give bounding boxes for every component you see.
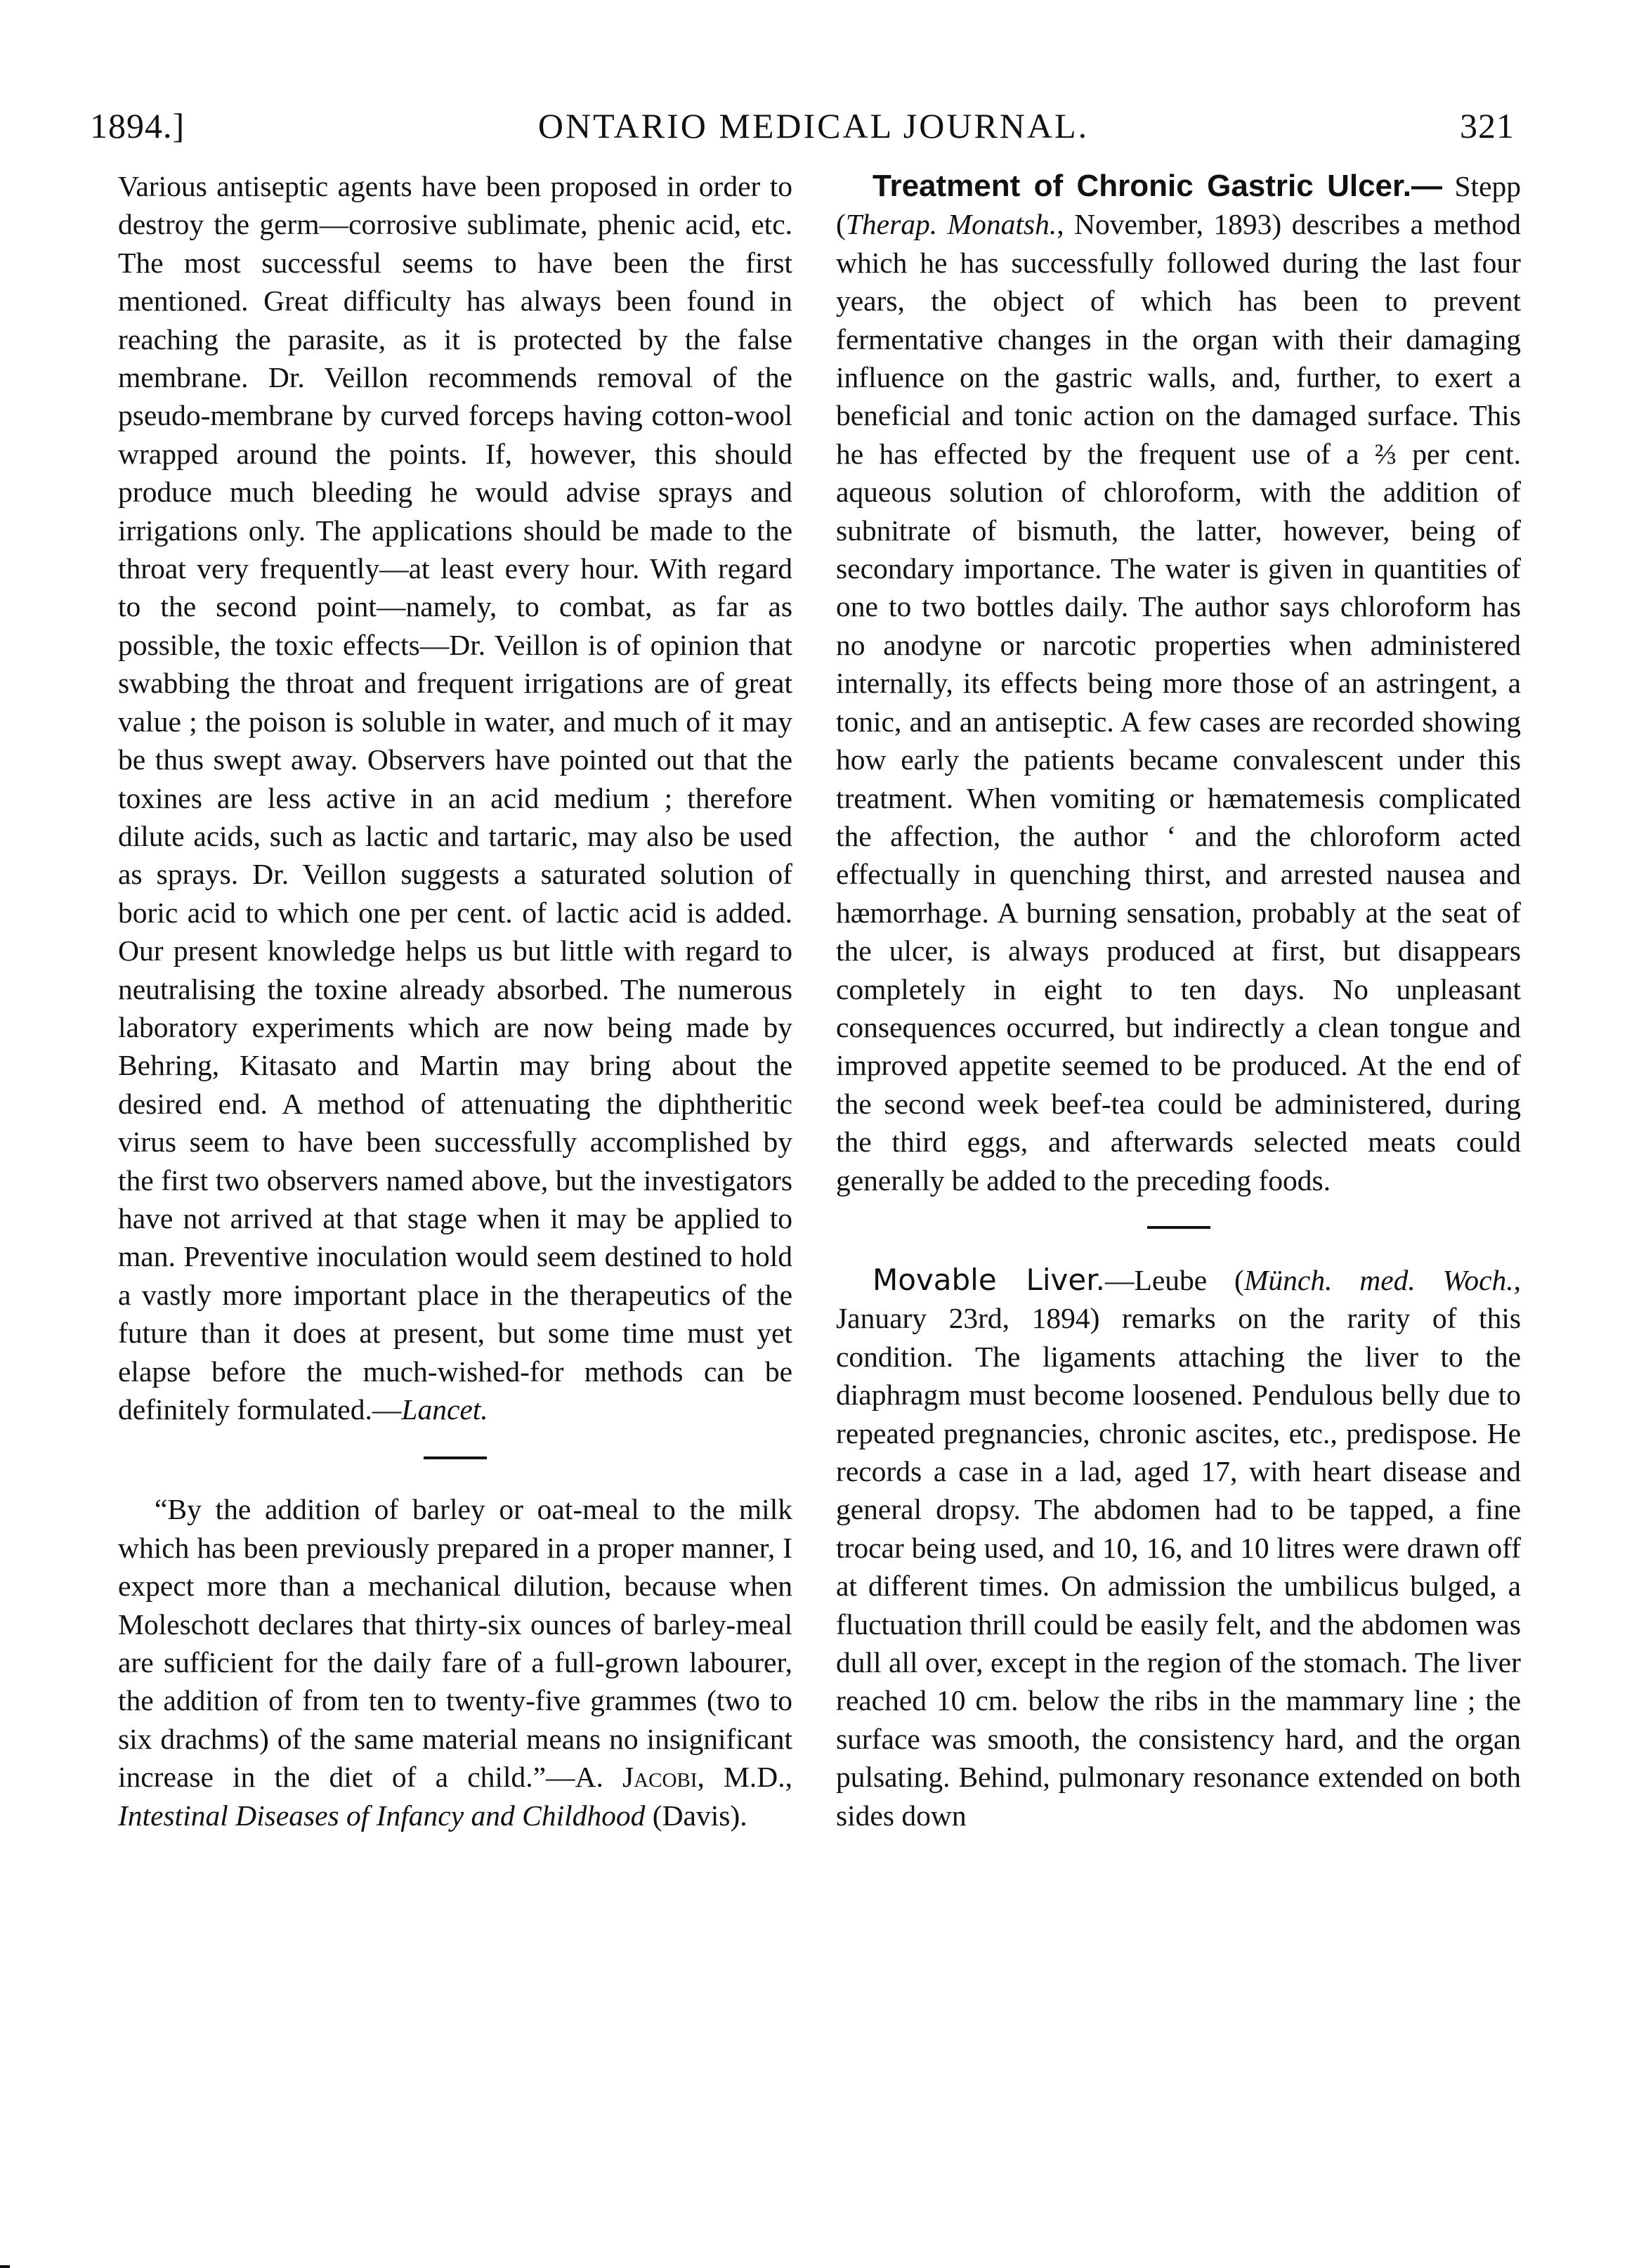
book-title: Intestinal Diseases of Infancy and Childhood bbox=[118, 1799, 646, 1832]
article-heading: Treatment of Chronic Gastric Ulcer.— bbox=[873, 169, 1442, 203]
paragraph-text: Various antiseptic agents have been proposed in order to destroy the germ—corrosive sublimate, phenic acid, etc. The most successful seems to have been the first mentioned. Great difficulty has always been found in reaching the parasite, as it is protected by the false membrane. Dr. Veillon recommends removal of the pseudo-membrane by curved forceps having cotton-wool wrapped around the points. If, however, this should produce much bleeding he would advise sprays and irrigations only. The applications should be made to the throat very frequently—at least every hour. With regard to the second point—namely, to combat, as far as possible, the toxic effects—Dr. Veillon is of opinion that swabbing the throat and frequent irrigations are of great value ; the poison is soluble in water, and much of it may be thus swept away. Observers have pointed out that the toxines are less active in an acid medium ; therefore dilute acids, such as lactic and tartaric, may also be used as sprays. Dr. Veillon suggests a saturated solution of boric acid to which one per cent. of lactic acid is added. Our present knowledge helps us but little with regard to neutralising the toxine already absorbed. The numerous laboratory experiments which are now being made by Behring, Kitasato and Martin may bring about the desired end. A method of attenuating the diphtheritic virus seem to have been successfully accomplished by the first two observers named above, but the investigators have not arrived at that stage when it may be applied to man. Preventive inoculation would seem destined to hold a vastly more important place in the therapeutics of the future than it does at present, but some time must yet elapse before the much-wished-for methods can be definitely formulated.— bbox=[118, 170, 792, 1426]
source-citation: Lancet. bbox=[401, 1393, 488, 1426]
author-suffix: , M.D., bbox=[697, 1761, 792, 1794]
running-head-year: 1894.] bbox=[90, 106, 185, 145]
article-date: , January 23rd, 1894) bbox=[836, 1263, 1522, 1335]
publisher: (Davis). bbox=[645, 1799, 747, 1832]
jacobi-quote-paragraph bbox=[118, 1490, 792, 1834]
article-author: Stepp ( bbox=[836, 170, 1521, 241]
page-number: 321 bbox=[1460, 106, 1515, 145]
left-column bbox=[118, 167, 792, 1834]
scan-edge-mark bbox=[0, 2265, 10, 2268]
article-body: remarks on the rarity of this condition. The ligaments attaching the liver to the diaphragm must become loosened. Pendulous belly due to repeated pregnancies, chronic ascites, etc., predispose. He records a case in a lad, aged 17, with heart disease and general dropsy. The abdomen had to be tapped, a fine trocar being used, and 10, 16, and 10 litres were drawn off at different times. On admission the umbilicus bulged, a fluctuation thrill could be easily felt, and the abdomen was dull all over, except in the region of the stomach. The liver reached 10 cm. below the ribs in the mammary line ; the surface was smooth, the consistency hard, and the organ pulsating. Behind, pulmonary resonance extended on both sides down bbox=[836, 1302, 1522, 1832]
article-heading: Movable Liver. bbox=[873, 1262, 1106, 1297]
right-column bbox=[836, 167, 1521, 1834]
article-author: —Leube ( bbox=[1105, 1263, 1244, 1296]
running-head bbox=[0, 105, 1627, 162]
article-date: , November, 1893) bbox=[1057, 208, 1282, 241]
article-movable-liver bbox=[836, 1261, 1521, 1834]
section-divider bbox=[1147, 1226, 1210, 1229]
article-journal: Münch. med. Woch. bbox=[1243, 1263, 1514, 1296]
article-journal: Therap. Monatsh. bbox=[845, 208, 1057, 241]
quote-text: “By the addition of barley or oat-meal to the milk which has been previously prepared in a proper manner, I expect more than a mechanical dilution, because when Moleschott declares that thirty-six ounces of barley-meal are sufficient for the daily fare of a full-grown labourer, the addition of from ten to twenty-five grammes (two to six drachms) of the same material means no insignificant increase in the diet of a child.”—A. bbox=[118, 1493, 792, 1794]
quote-author: Jacobi bbox=[622, 1761, 698, 1794]
diphtheria-treatment-paragraph bbox=[118, 167, 792, 1428]
running-head-journal-title: ONTARIO MEDICAL JOURNAL. bbox=[537, 106, 1090, 145]
article-body: describes a method which he has successfully followed during the last four years, the object of which has been to prevent fermentative changes in the organ with their damaging influence on the gastric walls, and, further, to exert a beneficial and tonic action on the damaged surface. This he has effected by the frequent use of a ⅔ per cent. aqueous solution of chloroform, with the addition of subnitrate of bismuth, the latter, however, being of secondary importance. The water is given in quantities of one to two bottles daily. The author says chloroform has no anodyne or narcotic properties when administered internally, its effects being more those of an astringent, a tonic, and an antiseptic. A few cases are recorded showing how early the patients became convalescent under this treatment. When vomiting or hæmatemesis complicated the affection, the author ʻ and the chloroform acted effectually in quenching thirst, and arrested nausea and hæmorrhage. A burning sensation, probably at the seat of the ulcer, is always produced at first, but disappears completely in eight to ten days. No unpleasant consequences occurred, but indirectly a clean tongue and improved appetite seemed to be produced. At the end of the second week beef-tea could be administered, during the third eggs, and afterwards selected meats could generally be added to the preceding foods. bbox=[836, 208, 1521, 1197]
section-divider bbox=[424, 1456, 487, 1459]
article-gastric-ulcer bbox=[836, 167, 1521, 1199]
